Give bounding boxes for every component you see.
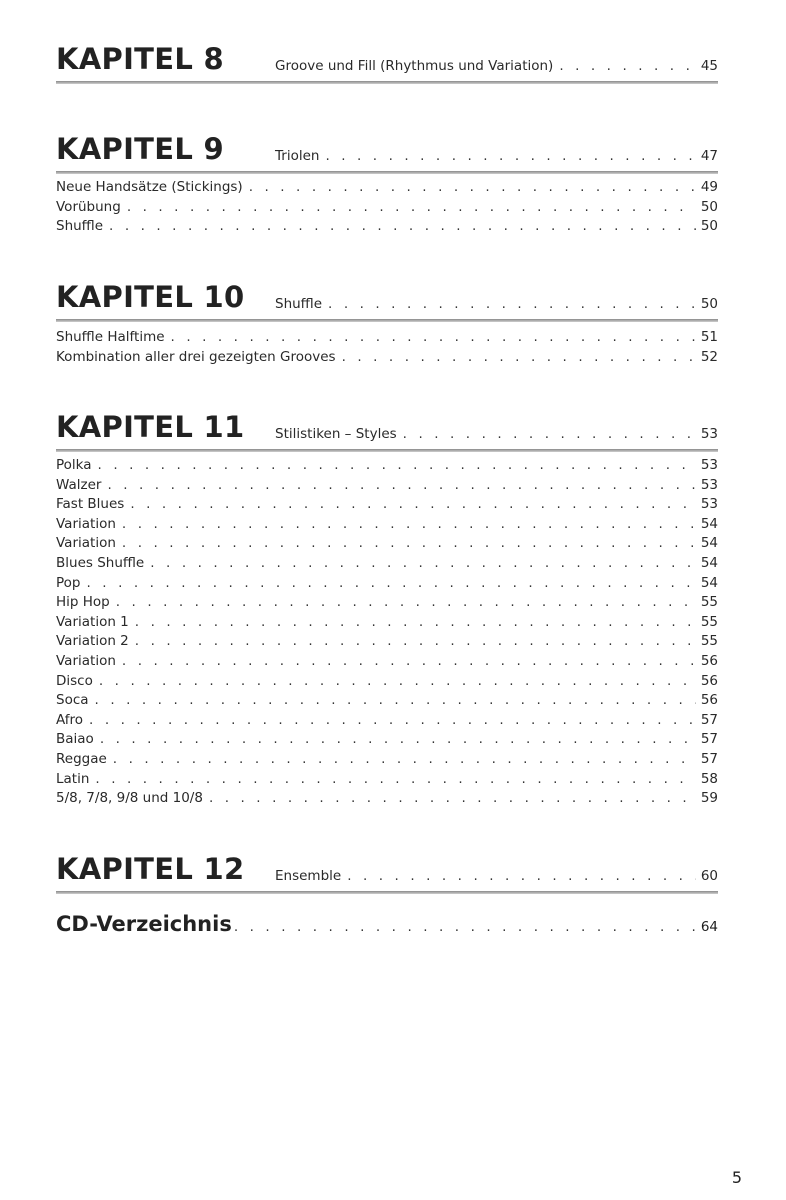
- page-ref: 45: [700, 58, 718, 74]
- dot-leader: [150, 554, 696, 574]
- entry-label: 5/8, 7/8, 9/8 und 10/8: [56, 790, 203, 807]
- entry-label: Variation 1: [56, 613, 129, 630]
- list-item: [56, 789, 718, 809]
- page-ref: 59: [700, 790, 718, 807]
- entry-label: Variation: [56, 652, 116, 669]
- list-item: [56, 534, 718, 554]
- dot-leader: [89, 711, 696, 731]
- chapter-title: KAPITEL 8: [56, 42, 225, 76]
- list-item: [56, 711, 718, 731]
- chapter-title: KAPITEL 12: [56, 852, 245, 886]
- entry-list: [56, 178, 718, 237]
- dot-leader: [171, 328, 696, 348]
- page-ref: 54: [700, 554, 718, 571]
- dot-leader: [403, 426, 696, 442]
- chapter-rule: [56, 319, 718, 322]
- dot-leader: [135, 632, 696, 652]
- page-ref: 53: [700, 476, 718, 493]
- dot-leader: [116, 593, 696, 613]
- entry-label: Soca: [56, 692, 89, 709]
- entry-label: Groove und Fill (Rhythmus und Variation): [275, 58, 554, 74]
- entry-label: Stilistiken – Styles: [275, 426, 397, 442]
- dot-leader: [249, 178, 696, 198]
- page-ref: 60: [700, 868, 718, 884]
- dot-leader: [234, 919, 696, 935]
- dot-leader: [113, 750, 696, 770]
- list-item: [56, 770, 718, 790]
- dot-leader: [342, 348, 696, 368]
- list-item: [56, 672, 718, 692]
- dot-leader: [99, 672, 696, 692]
- dot-leader: [98, 456, 696, 476]
- page-ref: 56: [700, 672, 718, 689]
- entry-label: Polka: [56, 457, 92, 473]
- list-item: [56, 554, 718, 574]
- chapter-rule: [56, 891, 718, 894]
- entry-label: Reggae: [56, 750, 107, 767]
- dot-leader: [130, 495, 696, 515]
- chapter-rule: [56, 449, 718, 452]
- entry-label: Shuffle: [275, 296, 323, 312]
- entry-list: [56, 456, 718, 809]
- chapter-title: KAPITEL 9: [56, 132, 225, 166]
- page-ref: 56: [700, 692, 718, 709]
- page-ref: 50: [700, 296, 718, 312]
- dot-leader: [122, 534, 696, 554]
- cd-index-entry: [56, 912, 718, 936]
- entry-label: Shuffle Halftime: [56, 329, 165, 345]
- entry-label: Vorübung: [56, 198, 121, 215]
- cd-index-title: CD-Verzeichnis: [56, 912, 232, 936]
- list-item: [56, 632, 718, 652]
- chapter-entry: [275, 296, 718, 312]
- list-item: [56, 476, 718, 496]
- dot-leader: [107, 476, 696, 496]
- page-ref: 49: [700, 179, 718, 195]
- list-item: [56, 198, 718, 218]
- list-item: [56, 217, 718, 237]
- entry-label: Baiao: [56, 731, 94, 748]
- chapter-entry: [275, 58, 718, 74]
- dot-leader: [122, 515, 696, 535]
- entry-label: Variation: [56, 535, 116, 552]
- dot-leader: [100, 730, 696, 750]
- dot-leader: [209, 789, 696, 809]
- page-ref: 58: [700, 770, 718, 787]
- page-ref: 55: [700, 594, 718, 611]
- dot-leader: [559, 58, 696, 74]
- chapter-rule: [56, 81, 718, 84]
- list-item: [56, 178, 718, 198]
- list-item: [56, 328, 718, 348]
- entry-label: Variation 2: [56, 633, 129, 650]
- entry-label: Neue Handsätze (Stickings): [56, 179, 243, 195]
- chapter-heading: [56, 402, 718, 452]
- entry-label: Afro: [56, 711, 84, 728]
- entry-label: Walzer: [56, 476, 102, 493]
- page-ref: 53: [700, 496, 718, 513]
- list-item: [56, 750, 718, 770]
- chapter-entry: [275, 868, 718, 884]
- entry-label: Latin: [56, 770, 90, 787]
- page-ref: 55: [700, 613, 718, 630]
- entry-label: Blues Shuffle: [56, 554, 145, 571]
- list-item: [56, 593, 718, 613]
- entry-list: [56, 328, 718, 367]
- page-ref: 55: [700, 633, 718, 650]
- chapter-heading: [56, 34, 718, 84]
- entry-label: Pop: [56, 574, 81, 591]
- page-ref: 54: [700, 574, 718, 591]
- entry-label: Variation: [56, 515, 116, 532]
- list-item: [56, 495, 718, 515]
- chapter-title: KAPITEL 11: [56, 410, 245, 444]
- dot-leader: [109, 217, 696, 237]
- page-ref: 50: [700, 198, 718, 215]
- dot-leader: [87, 574, 697, 594]
- page-ref: 50: [700, 218, 718, 235]
- entry-label: Shuffle: [56, 218, 104, 235]
- list-item: [56, 652, 718, 672]
- chapter-entry: [275, 426, 718, 442]
- page-ref: 47: [700, 148, 718, 164]
- page-number: 5: [731, 1168, 742, 1187]
- list-item: [56, 348, 718, 368]
- page-ref: 56: [700, 652, 718, 669]
- dot-leader: [127, 198, 696, 218]
- page-ref: 64: [700, 919, 718, 935]
- list-item: [56, 613, 718, 633]
- entry-label: Disco: [56, 672, 93, 689]
- dot-leader: [95, 691, 696, 711]
- list-item: [56, 730, 718, 750]
- chapter-heading: [56, 124, 718, 174]
- page-ref: 53: [700, 426, 718, 442]
- entry-label: Ensemble: [275, 868, 342, 884]
- page-ref: 54: [700, 535, 718, 552]
- entry-label: Kombination aller drei gezeigten Grooves: [56, 348, 336, 365]
- list-item: [56, 456, 718, 476]
- list-item: [56, 574, 718, 594]
- chapter-heading: [56, 272, 718, 322]
- dot-leader: [122, 652, 696, 672]
- page-ref: 57: [700, 750, 718, 767]
- page-ref: 51: [700, 329, 718, 345]
- page-ref: 53: [700, 457, 718, 473]
- page-ref: 54: [700, 515, 718, 532]
- dot-leader: [95, 770, 696, 790]
- dot-leader: [135, 613, 696, 633]
- chapter-title: KAPITEL 10: [56, 280, 245, 314]
- dot-leader: [347, 868, 696, 884]
- dot-leader: [325, 148, 696, 164]
- page-ref: 57: [700, 711, 718, 728]
- dot-leader: [328, 296, 696, 312]
- entry-label: Triolen: [275, 148, 320, 164]
- page-ref: 52: [700, 348, 718, 365]
- list-item: [56, 515, 718, 535]
- chapter-heading: [56, 844, 718, 894]
- entry-label: Hip Hop: [56, 594, 110, 611]
- chapter-rule: [56, 171, 718, 174]
- chapter-entry: [275, 148, 718, 164]
- entry-label: Fast Blues: [56, 496, 125, 513]
- list-item: [56, 691, 718, 711]
- page-ref: 57: [700, 731, 718, 748]
